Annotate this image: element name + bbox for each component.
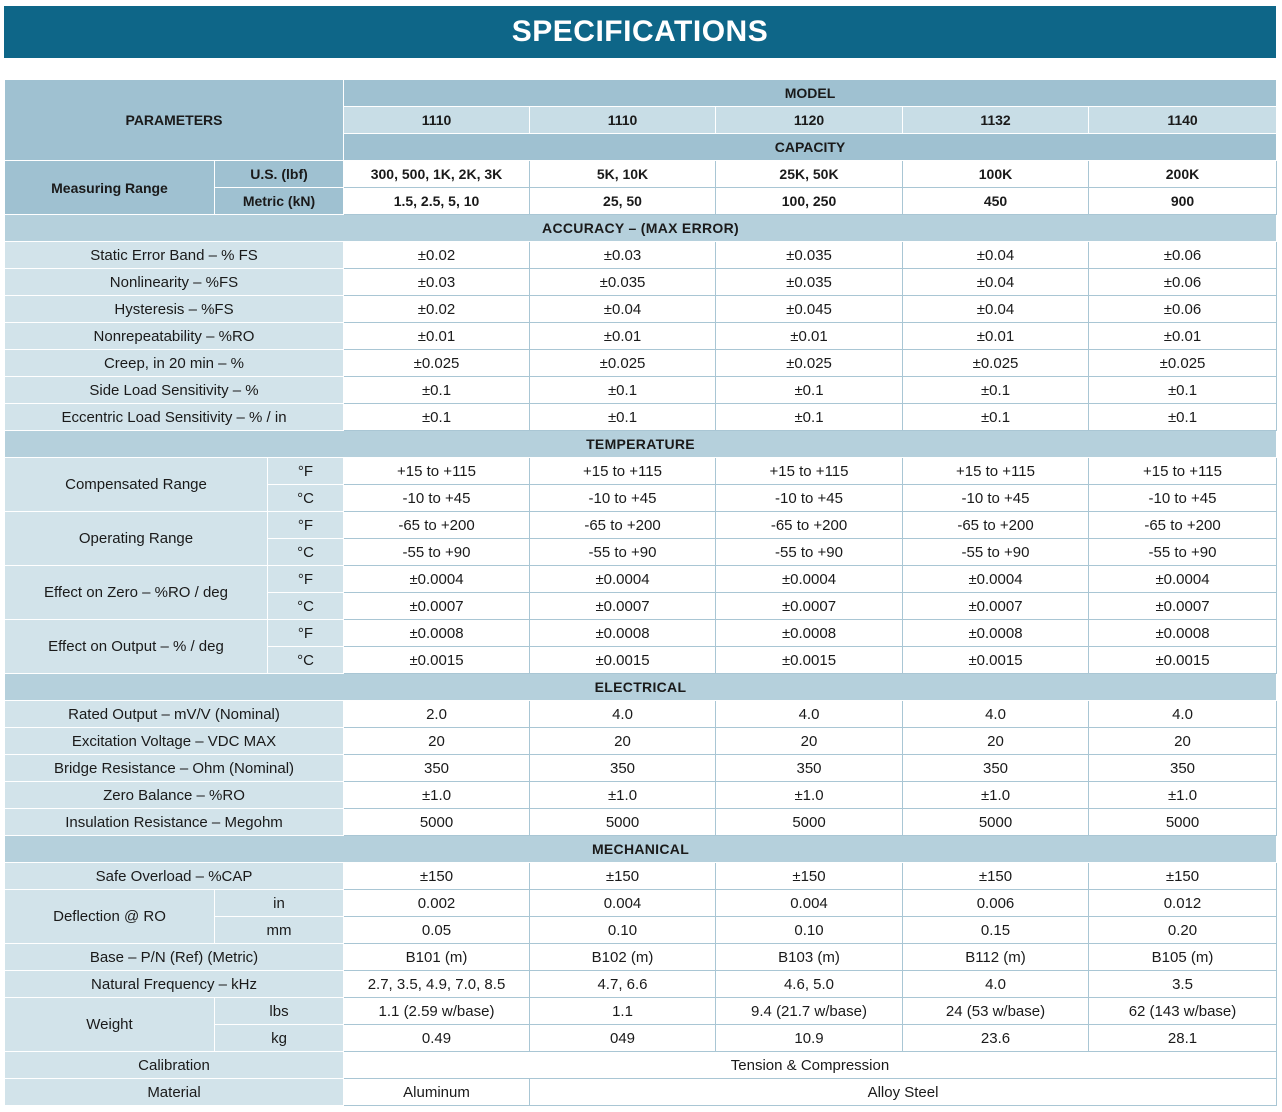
value-cell: ±0.0007 [903, 593, 1089, 620]
value-cell: -10 to +45 [1089, 485, 1277, 512]
capacity-us-value: 300, 500, 1K, 2K, 3K [344, 161, 530, 188]
value-cell: +15 to +115 [530, 458, 716, 485]
value-cell: ±0.0004 [716, 566, 903, 593]
value-cell: ±0.045 [716, 296, 903, 323]
value-cell: -55 to +90 [716, 539, 903, 566]
value-cell: Alloy Steel [530, 1079, 1277, 1106]
value-cell: 350 [344, 755, 530, 782]
value-cell: ±0.0007 [344, 593, 530, 620]
unit-label: °C [268, 647, 344, 674]
value-cell: ±0.1 [903, 404, 1089, 431]
value-cell: ±0.0007 [1089, 593, 1277, 620]
specifications-table [4, 79, 1277, 1106]
value-cell: -65 to +200 [716, 512, 903, 539]
value-cell: 5000 [716, 809, 903, 836]
value-cell: -10 to +45 [716, 485, 903, 512]
section-accuracy [5, 215, 1277, 242]
value-cell: ±0.025 [716, 350, 903, 377]
title-banner [4, 6, 1276, 58]
value-cell: 4.0 [1089, 701, 1277, 728]
value-cell: 10.9 [716, 1025, 903, 1052]
metric-unit-label: Metric (kN) [215, 188, 344, 215]
value-cell: ±0.0008 [716, 620, 903, 647]
value-cell: ±150 [903, 863, 1089, 890]
value-cell: 2.7, 3.5, 4.9, 7.0, 8.5 [344, 971, 530, 998]
value-cell: 4.0 [903, 971, 1089, 998]
model-number: 1140 [1089, 107, 1277, 134]
value-cell: ±0.1 [344, 404, 530, 431]
value-cell: ±1.0 [903, 782, 1089, 809]
model-number: 1120 [716, 107, 903, 134]
value-cell: ±0.1 [716, 377, 903, 404]
value-cell: 20 [716, 728, 903, 755]
value-cell: 0.012 [1089, 890, 1277, 917]
value-cell: ±0.0007 [716, 593, 903, 620]
unit-label: lbs [215, 998, 344, 1025]
value-cell: ±0.0008 [344, 620, 530, 647]
value-cell: 5000 [344, 809, 530, 836]
value-cell: ±0.025 [903, 350, 1089, 377]
value-cell: 0.004 [530, 890, 716, 917]
unit-label: °C [268, 485, 344, 512]
value-cell: 3.5 [1089, 971, 1277, 998]
value-cell: ±0.04 [903, 296, 1089, 323]
value-cell: ±0.1 [530, 377, 716, 404]
mechanical-row [5, 863, 1277, 890]
unit-label: °C [268, 593, 344, 620]
electrical-row [5, 782, 1277, 809]
value-cell: ±0.1 [716, 404, 903, 431]
value-cell: ±0.06 [1089, 296, 1277, 323]
unit-label: °C [268, 539, 344, 566]
value-cell: 20 [903, 728, 1089, 755]
row-label: Nonrepeatability – %RO [5, 323, 344, 350]
capacity-header: CAPACITY [344, 134, 1277, 161]
mechanical-row [5, 944, 1277, 971]
electrical-row [5, 809, 1277, 836]
value-cell: ±0.04 [530, 296, 716, 323]
accuracy-row [5, 296, 1277, 323]
electrical-row [5, 728, 1277, 755]
value-cell: ±0.0008 [530, 620, 716, 647]
capacity-us-value: 5K, 10K [530, 161, 716, 188]
mechanical-row [5, 1052, 1277, 1079]
unit-label: °F [268, 512, 344, 539]
value-cell: 0.20 [1089, 917, 1277, 944]
value-cell: 62 (143 w/base) [1089, 998, 1277, 1025]
value-cell: 350 [716, 755, 903, 782]
value-cell: ±0.0004 [1089, 566, 1277, 593]
value-cell: Aluminum [344, 1079, 530, 1106]
value-cell: 0.006 [903, 890, 1089, 917]
value-cell: 0.10 [716, 917, 903, 944]
value-cell: ±0.01 [344, 323, 530, 350]
value-cell: 5000 [903, 809, 1089, 836]
row-label: Natural Frequency – kHz [5, 971, 344, 998]
row-label: Creep, in 20 min – % [5, 350, 344, 377]
capacity-metric-value: 450 [903, 188, 1089, 215]
value-cell: 20 [530, 728, 716, 755]
value-cell: +15 to +115 [344, 458, 530, 485]
mechanical-row [5, 1079, 1277, 1106]
accuracy-row [5, 242, 1277, 269]
value-cell: ±0.0007 [530, 593, 716, 620]
value-cell: ±0.035 [716, 242, 903, 269]
value-cell: -10 to +45 [903, 485, 1089, 512]
value-cell: 9.4 (21.7 w/base) [716, 998, 903, 1025]
value-cell: B112 (m) [903, 944, 1089, 971]
row-label: Calibration [5, 1052, 344, 1079]
accuracy-row [5, 377, 1277, 404]
value-cell: -55 to +90 [344, 539, 530, 566]
value-cell: 20 [344, 728, 530, 755]
value-cell: B101 (m) [344, 944, 530, 971]
value-cell: ±150 [1089, 863, 1277, 890]
row-label: Deflection @ RO [5, 890, 215, 944]
value-cell: ±0.04 [903, 269, 1089, 296]
value-cell: ±0.06 [1089, 242, 1277, 269]
value-cell: 23.6 [903, 1025, 1089, 1052]
value-cell: ±0.025 [344, 350, 530, 377]
capacity-metric-value: 1.5, 2.5, 5, 10 [344, 188, 530, 215]
value-cell: 4.0 [903, 701, 1089, 728]
value-cell: 24 (53 w/base) [903, 998, 1089, 1025]
row-label: Operating Range [5, 512, 268, 566]
value-cell: B103 (m) [716, 944, 903, 971]
value-cell: 28.1 [1089, 1025, 1277, 1052]
value-cell: ±0.04 [903, 242, 1089, 269]
model-number: 1110 [344, 107, 530, 134]
value-cell: -55 to +90 [530, 539, 716, 566]
model-number: 1132 [903, 107, 1089, 134]
capacity-us-value: 25K, 50K [716, 161, 903, 188]
value-cell: B105 (m) [1089, 944, 1277, 971]
page-title: SPECIFICATIONS [511, 15, 769, 48]
value-cell: -65 to +200 [903, 512, 1089, 539]
value-cell: -55 to +90 [903, 539, 1089, 566]
section-title-temperature: TEMPERATURE [5, 431, 1277, 458]
capacity-us-value: 100K [903, 161, 1089, 188]
unit-label: in [215, 890, 344, 917]
mechanical-row [5, 998, 1277, 1025]
capacity-metric-value: 100, 250 [716, 188, 903, 215]
measuring-range-label: Measuring Range [5, 161, 215, 215]
row-label: Effect on Output – % / deg [5, 620, 268, 674]
value-cell: ±0.01 [1089, 323, 1277, 350]
value-cell: 20 [1089, 728, 1277, 755]
value-cell: ±0.0004 [530, 566, 716, 593]
row-label: Zero Balance – %RO [5, 782, 344, 809]
value-cell: ±0.01 [903, 323, 1089, 350]
value-cell: 2.0 [344, 701, 530, 728]
value-cell: ±0.025 [530, 350, 716, 377]
section-temperature [5, 431, 1277, 458]
row-label: Side Load Sensitivity – % [5, 377, 344, 404]
header-row-model [5, 80, 1277, 107]
value-cell: +15 to +115 [1089, 458, 1277, 485]
value-cell: ±0.035 [716, 269, 903, 296]
value-cell: ±0.1 [903, 377, 1089, 404]
row-label: Insulation Resistance – Megohm [5, 809, 344, 836]
unit-label: mm [215, 917, 344, 944]
temperature-row [5, 512, 1277, 539]
row-label: Eccentric Load Sensitivity – % / in [5, 404, 344, 431]
electrical-row [5, 701, 1277, 728]
value-cell: 4.0 [530, 701, 716, 728]
value-cell: ±150 [716, 863, 903, 890]
value-cell: ±0.01 [716, 323, 903, 350]
electrical-row [5, 755, 1277, 782]
value-cell: ±0.03 [530, 242, 716, 269]
value-cell: +15 to +115 [716, 458, 903, 485]
mechanical-row [5, 971, 1277, 998]
section-title-mechanical: MECHANICAL [5, 836, 1277, 863]
mechanical-row [5, 890, 1277, 917]
value-cell: ±0.1 [1089, 377, 1277, 404]
value-cell: ±1.0 [1089, 782, 1277, 809]
value-cell: -55 to +90 [1089, 539, 1277, 566]
value-cell: ±0.0015 [530, 647, 716, 674]
us-unit-label: U.S. (lbf) [215, 161, 344, 188]
section-mechanical [5, 836, 1277, 863]
accuracy-row [5, 269, 1277, 296]
row-label: Nonlinearity – %FS [5, 269, 344, 296]
unit-label: °F [268, 620, 344, 647]
value-cell: 0.10 [530, 917, 716, 944]
value-cell: ±0.1 [530, 404, 716, 431]
value-cell: 5000 [530, 809, 716, 836]
accuracy-row [5, 350, 1277, 377]
row-label: Weight [5, 998, 215, 1052]
row-label: Compensated Range [5, 458, 268, 512]
value-cell: Tension & Compression [344, 1052, 1277, 1079]
value-cell: ±0.03 [344, 269, 530, 296]
value-cell: +15 to +115 [903, 458, 1089, 485]
temperature-row [5, 620, 1277, 647]
row-label: Rated Output – mV/V (Nominal) [5, 701, 344, 728]
value-cell: ±0.1 [1089, 404, 1277, 431]
value-cell: ±0.035 [530, 269, 716, 296]
value-cell: ±0.0015 [903, 647, 1089, 674]
parameters-header: PARAMETERS [5, 80, 344, 161]
accuracy-row [5, 323, 1277, 350]
value-cell: 350 [1089, 755, 1277, 782]
value-cell: -10 to +45 [530, 485, 716, 512]
unit-label: °F [268, 566, 344, 593]
accuracy-row [5, 404, 1277, 431]
value-cell: ±0.06 [1089, 269, 1277, 296]
value-cell: 350 [903, 755, 1089, 782]
value-cell: 4.7, 6.6 [530, 971, 716, 998]
value-cell: 0.49 [344, 1025, 530, 1052]
value-cell: 0.002 [344, 890, 530, 917]
value-cell: ±150 [530, 863, 716, 890]
value-cell: 0.004 [716, 890, 903, 917]
value-cell: 049 [530, 1025, 716, 1052]
value-cell: ±0.02 [344, 242, 530, 269]
row-label: Safe Overload – %CAP [5, 863, 344, 890]
temperature-row [5, 458, 1277, 485]
row-label: Base – P/N (Ref) (Metric) [5, 944, 344, 971]
temperature-row [5, 566, 1277, 593]
value-cell: ±1.0 [530, 782, 716, 809]
value-cell: ±0.0008 [1089, 620, 1277, 647]
unit-label: kg [215, 1025, 344, 1052]
value-cell: 350 [530, 755, 716, 782]
value-cell: ±150 [344, 863, 530, 890]
row-label: Bridge Resistance – Ohm (Nominal) [5, 755, 344, 782]
capacity-metric-value: 25, 50 [530, 188, 716, 215]
value-cell: ±1.0 [716, 782, 903, 809]
capacity-row-us [5, 161, 1277, 188]
value-cell: ±0.0008 [903, 620, 1089, 647]
row-label: Static Error Band – % FS [5, 242, 344, 269]
value-cell: ±0.1 [344, 377, 530, 404]
value-cell: ±0.025 [1089, 350, 1277, 377]
value-cell: ±0.0015 [1089, 647, 1277, 674]
model-header: MODEL [344, 80, 1277, 107]
capacity-metric-value: 900 [1089, 188, 1277, 215]
value-cell: ±0.0004 [344, 566, 530, 593]
model-number: 1110 [530, 107, 716, 134]
value-cell: ±0.01 [530, 323, 716, 350]
value-cell: 4.0 [716, 701, 903, 728]
value-cell: -65 to +200 [1089, 512, 1277, 539]
value-cell: ±1.0 [344, 782, 530, 809]
value-cell: ±0.0015 [344, 647, 530, 674]
section-electrical [5, 674, 1277, 701]
value-cell: ±0.0015 [716, 647, 903, 674]
section-title-electrical: ELECTRICAL [5, 674, 1277, 701]
unit-label: °F [268, 458, 344, 485]
value-cell: 0.05 [344, 917, 530, 944]
value-cell: 4.6, 5.0 [716, 971, 903, 998]
value-cell: B102 (m) [530, 944, 716, 971]
value-cell: 0.15 [903, 917, 1089, 944]
value-cell: -65 to +200 [344, 512, 530, 539]
value-cell: 1.1 (2.59 w/base) [344, 998, 530, 1025]
row-label: Effect on Zero – %RO / deg [5, 566, 268, 620]
value-cell: -10 to +45 [344, 485, 530, 512]
section-title-accuracy: ACCURACY – (MAX ERROR) [5, 215, 1277, 242]
row-label: Excitation Voltage – VDC MAX [5, 728, 344, 755]
row-label: Hysteresis – %FS [5, 296, 344, 323]
row-label: Material [5, 1079, 344, 1106]
value-cell: -65 to +200 [530, 512, 716, 539]
value-cell: ±0.0004 [903, 566, 1089, 593]
value-cell: 1.1 [530, 998, 716, 1025]
value-cell: 5000 [1089, 809, 1277, 836]
value-cell: ±0.02 [344, 296, 530, 323]
capacity-us-value: 200K [1089, 161, 1277, 188]
